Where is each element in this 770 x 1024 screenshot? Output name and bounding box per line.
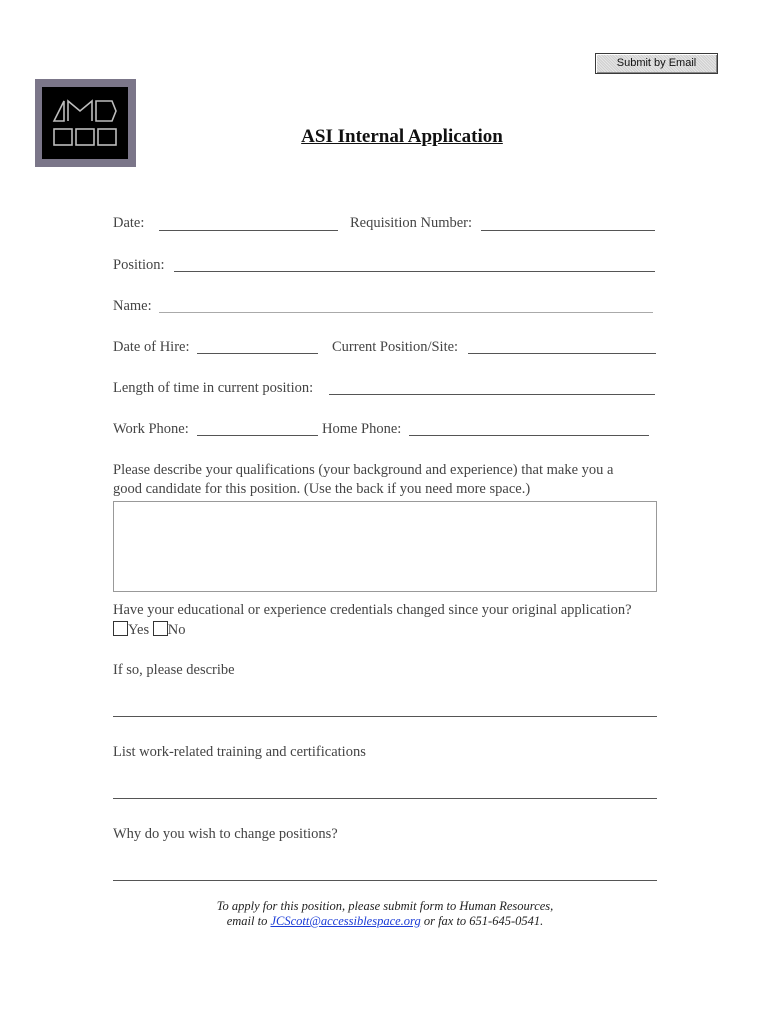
current-position-site-label: Current Position/Site: <box>332 339 459 355</box>
describe-field[interactable] <box>113 716 657 717</box>
submit-by-email-button[interactable]: Submit by Email <box>595 53 718 74</box>
credentials-options <box>113 621 185 639</box>
length-of-time-field[interactable] <box>329 394 655 395</box>
date-of-hire-field[interactable] <box>197 353 318 354</box>
credentials-question: Have your educational or experience credentials changed since your original application? <box>113 602 632 618</box>
length-of-time-label: Length of time in current position: <box>113 380 314 396</box>
name-field[interactable] <box>159 312 653 313</box>
no-checkbox[interactable] <box>153 621 168 636</box>
qualifications-line-1: Please describe your qualifications (your background and experience) that make you a <box>113 462 614 478</box>
yes-checkbox[interactable] <box>113 621 128 636</box>
footer-line-1: To apply for this position, please submit form to Human Resources, <box>216 899 554 913</box>
why-change-label: Why do you wish to change positions? <box>113 826 338 842</box>
asi-logo-icon <box>42 87 128 159</box>
qualifications-textarea[interactable] <box>113 501 657 592</box>
page-title: ASI Internal Application <box>301 126 503 147</box>
no-label: No <box>167 622 186 638</box>
describe-label: If so, please describe <box>113 662 235 678</box>
home-phone-label: Home Phone: <box>322 421 402 437</box>
date-of-hire-label: Date of Hire: <box>113 339 190 355</box>
position-field[interactable] <box>174 271 655 272</box>
training-label: List work-related training and certifications <box>113 744 366 760</box>
name-label: Name: <box>113 298 152 314</box>
home-phone-field[interactable] <box>409 435 649 436</box>
work-phone-field[interactable] <box>197 435 318 436</box>
footer-line-2 <box>0 914 770 929</box>
logo <box>42 87 128 159</box>
qualifications-prompt <box>113 461 673 499</box>
date-label: Date: <box>113 215 145 231</box>
requisition-label: Requisition Number: <box>350 215 473 231</box>
qualifications-line-2: good candidate for this position. (Use the back if you need more space.) <box>113 481 531 497</box>
footer-email-suffix: or fax to 651-645-0541. <box>420 914 544 928</box>
footer-note <box>0 899 770 929</box>
date-field[interactable] <box>159 230 338 231</box>
work-phone-label: Work Phone: <box>113 421 189 437</box>
why-change-field[interactable] <box>113 880 657 881</box>
training-field[interactable] <box>113 798 657 799</box>
requisition-field[interactable] <box>481 230 655 231</box>
email-link[interactable]: JCScott@accessiblespace.org <box>270 914 421 928</box>
yes-label: Yes <box>128 622 150 638</box>
current-position-site-field[interactable] <box>468 353 656 354</box>
footer-email-prefix: email to <box>226 914 271 928</box>
position-label: Position: <box>113 257 165 273</box>
